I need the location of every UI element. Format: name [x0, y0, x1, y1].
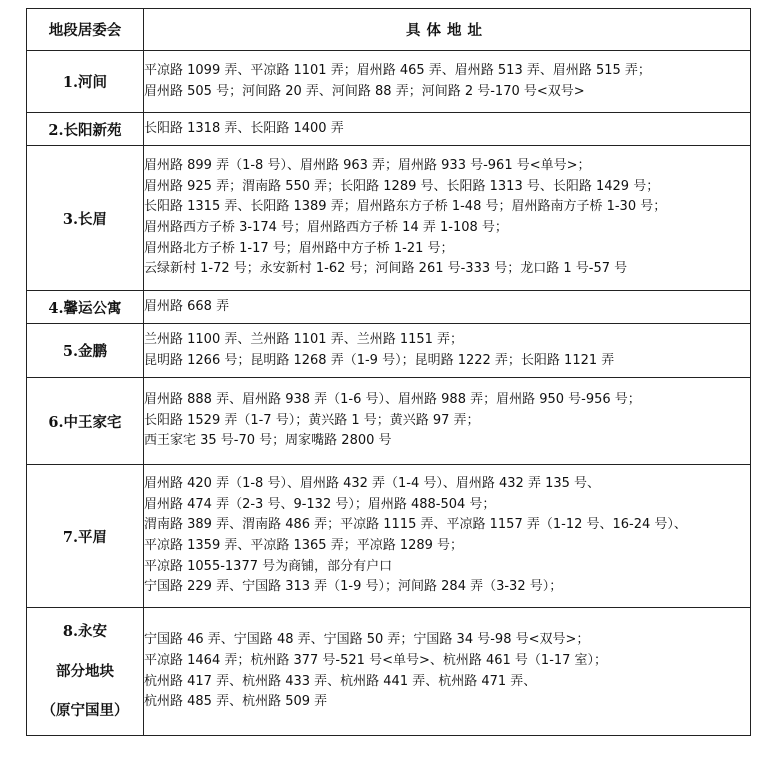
committee-name: 5.金鹏	[62, 343, 108, 360]
address-line: 平凉路 1055-1377 号为商铺，部分有户口	[144, 558, 393, 574]
committee-name: 部分地块	[56, 662, 114, 680]
address-line: 眉州路 668 弄	[144, 298, 230, 314]
address-line: 眉州路西方子桥 3-174 号；眉州路西方子桥 14 弄 1-108 号；	[144, 220, 508, 235]
committee-name-cell	[27, 113, 144, 146]
table-row	[27, 324, 751, 378]
address-line: 兰州路 1100 弄、兰州路 1101 弄、兰州路 1151 弄；	[144, 331, 464, 347]
address-cell	[144, 51, 751, 113]
committee-name: （原宁国里）	[41, 702, 129, 720]
table-row	[27, 51, 751, 113]
committee-name-cell	[27, 146, 144, 291]
address-cell	[144, 378, 751, 465]
address-line: 平凉路 1359 弄、平凉路 1365 弄；平凉路 1289 号；	[144, 538, 464, 553]
committee-name: 1.河间	[62, 74, 108, 91]
committee-name-cell	[27, 608, 144, 736]
committee-name-cell	[27, 324, 144, 378]
address-line: 长阳路 1315 弄、长阳路 1389 弄；眉州路东方子桥 1-48 号；眉州路南方子桥 1-30 号；	[144, 199, 667, 215]
table-row	[27, 113, 751, 146]
committee-name: 7.平眉	[62, 528, 108, 546]
address-line: 长阳路 1318 弄、长阳路 1400 弄	[144, 120, 344, 136]
address-line: 眉州路 505 号；河间路 20 弄、河间路 88 弄；河间路 2 号-170 号<双号>	[144, 83, 585, 99]
address-line: 渭南路 389 弄、渭南路 486 弄；平凉路 1115 弄、平凉路 1157 弄（1-12 号、16-24 号）、	[144, 517, 687, 533]
committee-name-cell	[27, 465, 144, 608]
address-line: 杭州路 485 弄、杭州路 509 弄	[144, 694, 328, 710]
address-line: 宁国路 229 弄、宁国路 313 弄（1-9 号）；河间路 284 弄（3-32 号）；	[144, 579, 563, 595]
address-line: 眉州路 420 弄（1-8 号）、眉州路 432 弄（1-4 号）、眉州路 432 弄 135 号、	[144, 476, 601, 492]
committee-name: 2.长阳新苑	[48, 121, 122, 139]
address-line: 眉州路 925 弄；渭南路 550 弄；长阳路 1289 号、长阳路 1313 号、长阳路 1429 号；	[144, 178, 660, 194]
address-line: 西王家宅 35 号-70 号；周家嘴路 2800 号	[144, 433, 392, 449]
committee-column-header: 地段居委会	[27, 9, 144, 51]
committee-name: 4.馨运公寓	[48, 299, 122, 317]
address-line: 昆明路 1266 号；昆明路 1268 弄（1-9 号）；昆明路 1222 弄；长阳路 1121 弄	[144, 352, 615, 368]
address-line: 眉州路 474 弄（2-3 号、9-132 号）；眉州路 488-504 号；	[144, 496, 496, 512]
committee-name: 6.中王家宅	[48, 413, 122, 431]
table-row	[27, 608, 751, 736]
address-table	[26, 8, 751, 736]
address-line: 云绿新村 1-72 号；永安新村 1-62 号；河间路 261 号-333 号；龙口路 1 号-57 号	[144, 261, 628, 277]
table-row	[27, 146, 751, 291]
committee-name-cell	[27, 378, 144, 465]
committee-name-cell	[27, 291, 144, 324]
address-cell	[144, 291, 751, 324]
committee-name: 8.永安	[62, 623, 108, 641]
address-line: 眉州路 899 弄（1-8 号）、眉州路 963 弄；眉州路 933 号-961 号<单号>；	[144, 158, 591, 174]
table-row	[27, 291, 751, 324]
address-cell	[144, 324, 751, 378]
address-line: 长阳路 1529 弄（1-7 号）；黄兴路 1 号；黄兴路 97 弄；	[144, 412, 480, 428]
table-body	[27, 51, 751, 736]
address-column-header: 具体地址	[144, 9, 751, 51]
address-line: 眉州路 888 弄、眉州路 938 弄（1-6 号）、眉州路 988 弄；眉州路 950 号-956 号；	[144, 392, 641, 408]
address-cell	[144, 146, 751, 291]
committee-name-cell	[27, 51, 144, 113]
address-cell	[144, 465, 751, 608]
table-row	[27, 465, 751, 608]
address-line: 平凉路 1099 弄、平凉路 1101 弄；眉州路 465 弄、眉州路 513 弄、眉州路 515 弄；	[144, 62, 651, 78]
table-row	[27, 378, 751, 465]
address-cell	[144, 113, 751, 146]
address-line: 眉州路北方子桥 1-17 号；眉州路中方子桥 1-21 号；	[144, 240, 454, 256]
address-line: 平凉路 1464 弄；杭州路 377 号-521 号<单号>、杭州路 461 号（1-17 室）；	[144, 652, 608, 668]
address-line: 杭州路 417 弄、杭州路 433 弄、杭州路 441 弄、杭州路 471 弄、	[144, 673, 537, 689]
committee-name: 3.长眉	[62, 210, 108, 228]
address-line: 宁国路 46 弄、宁国路 48 弄、宁国路 50 弄；宁国路 34 号-98 号<双号>；	[144, 632, 590, 648]
header-row	[27, 9, 751, 51]
address-cell	[144, 608, 751, 736]
